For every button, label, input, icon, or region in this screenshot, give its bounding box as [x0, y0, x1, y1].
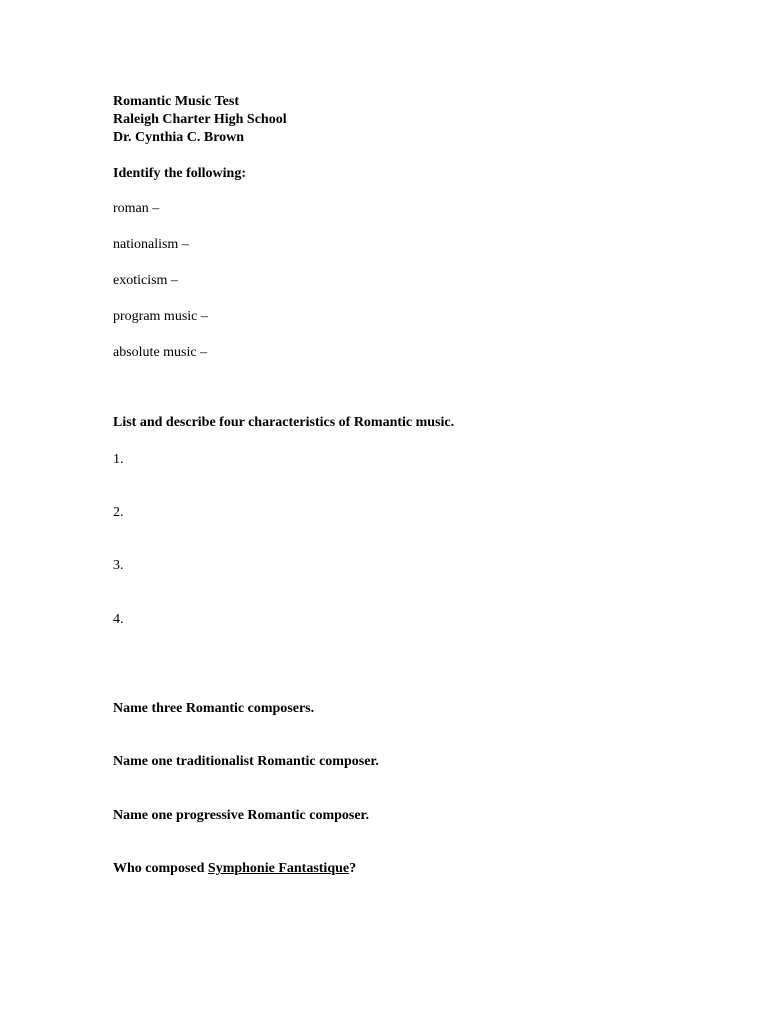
term-item: roman –	[113, 201, 160, 216]
list-number: 2.	[113, 505, 124, 520]
teacher-name: Dr. Cynthia C. Brown	[113, 130, 245, 145]
work-title: Symphonie Fantastique	[207, 861, 350, 876]
list-number: 4.	[113, 612, 124, 627]
term-item: program music –	[113, 309, 208, 324]
question: Name three Romantic composers.	[113, 701, 315, 716]
question: Name one traditionalist Romantic composer.	[113, 754, 379, 769]
identify-heading: Identify the following:	[113, 166, 246, 181]
school-name: Raleigh Charter High School	[113, 112, 287, 127]
final-question-prefix: Who composed	[113, 861, 208, 876]
term-item: nationalism –	[113, 237, 189, 252]
final-question	[113, 860, 356, 878]
characteristics-heading: List and describe four characteristics of Romantic music.	[113, 415, 455, 430]
term-item: absolute music –	[113, 345, 208, 360]
question: Name one progressive Romantic composer.	[113, 808, 369, 823]
list-number: 3.	[113, 558, 124, 573]
test-title: Romantic Music Test	[113, 94, 239, 109]
final-question-suffix: ?	[349, 861, 357, 876]
list-number: 1.	[113, 452, 124, 467]
term-item: exoticism –	[113, 273, 178, 288]
